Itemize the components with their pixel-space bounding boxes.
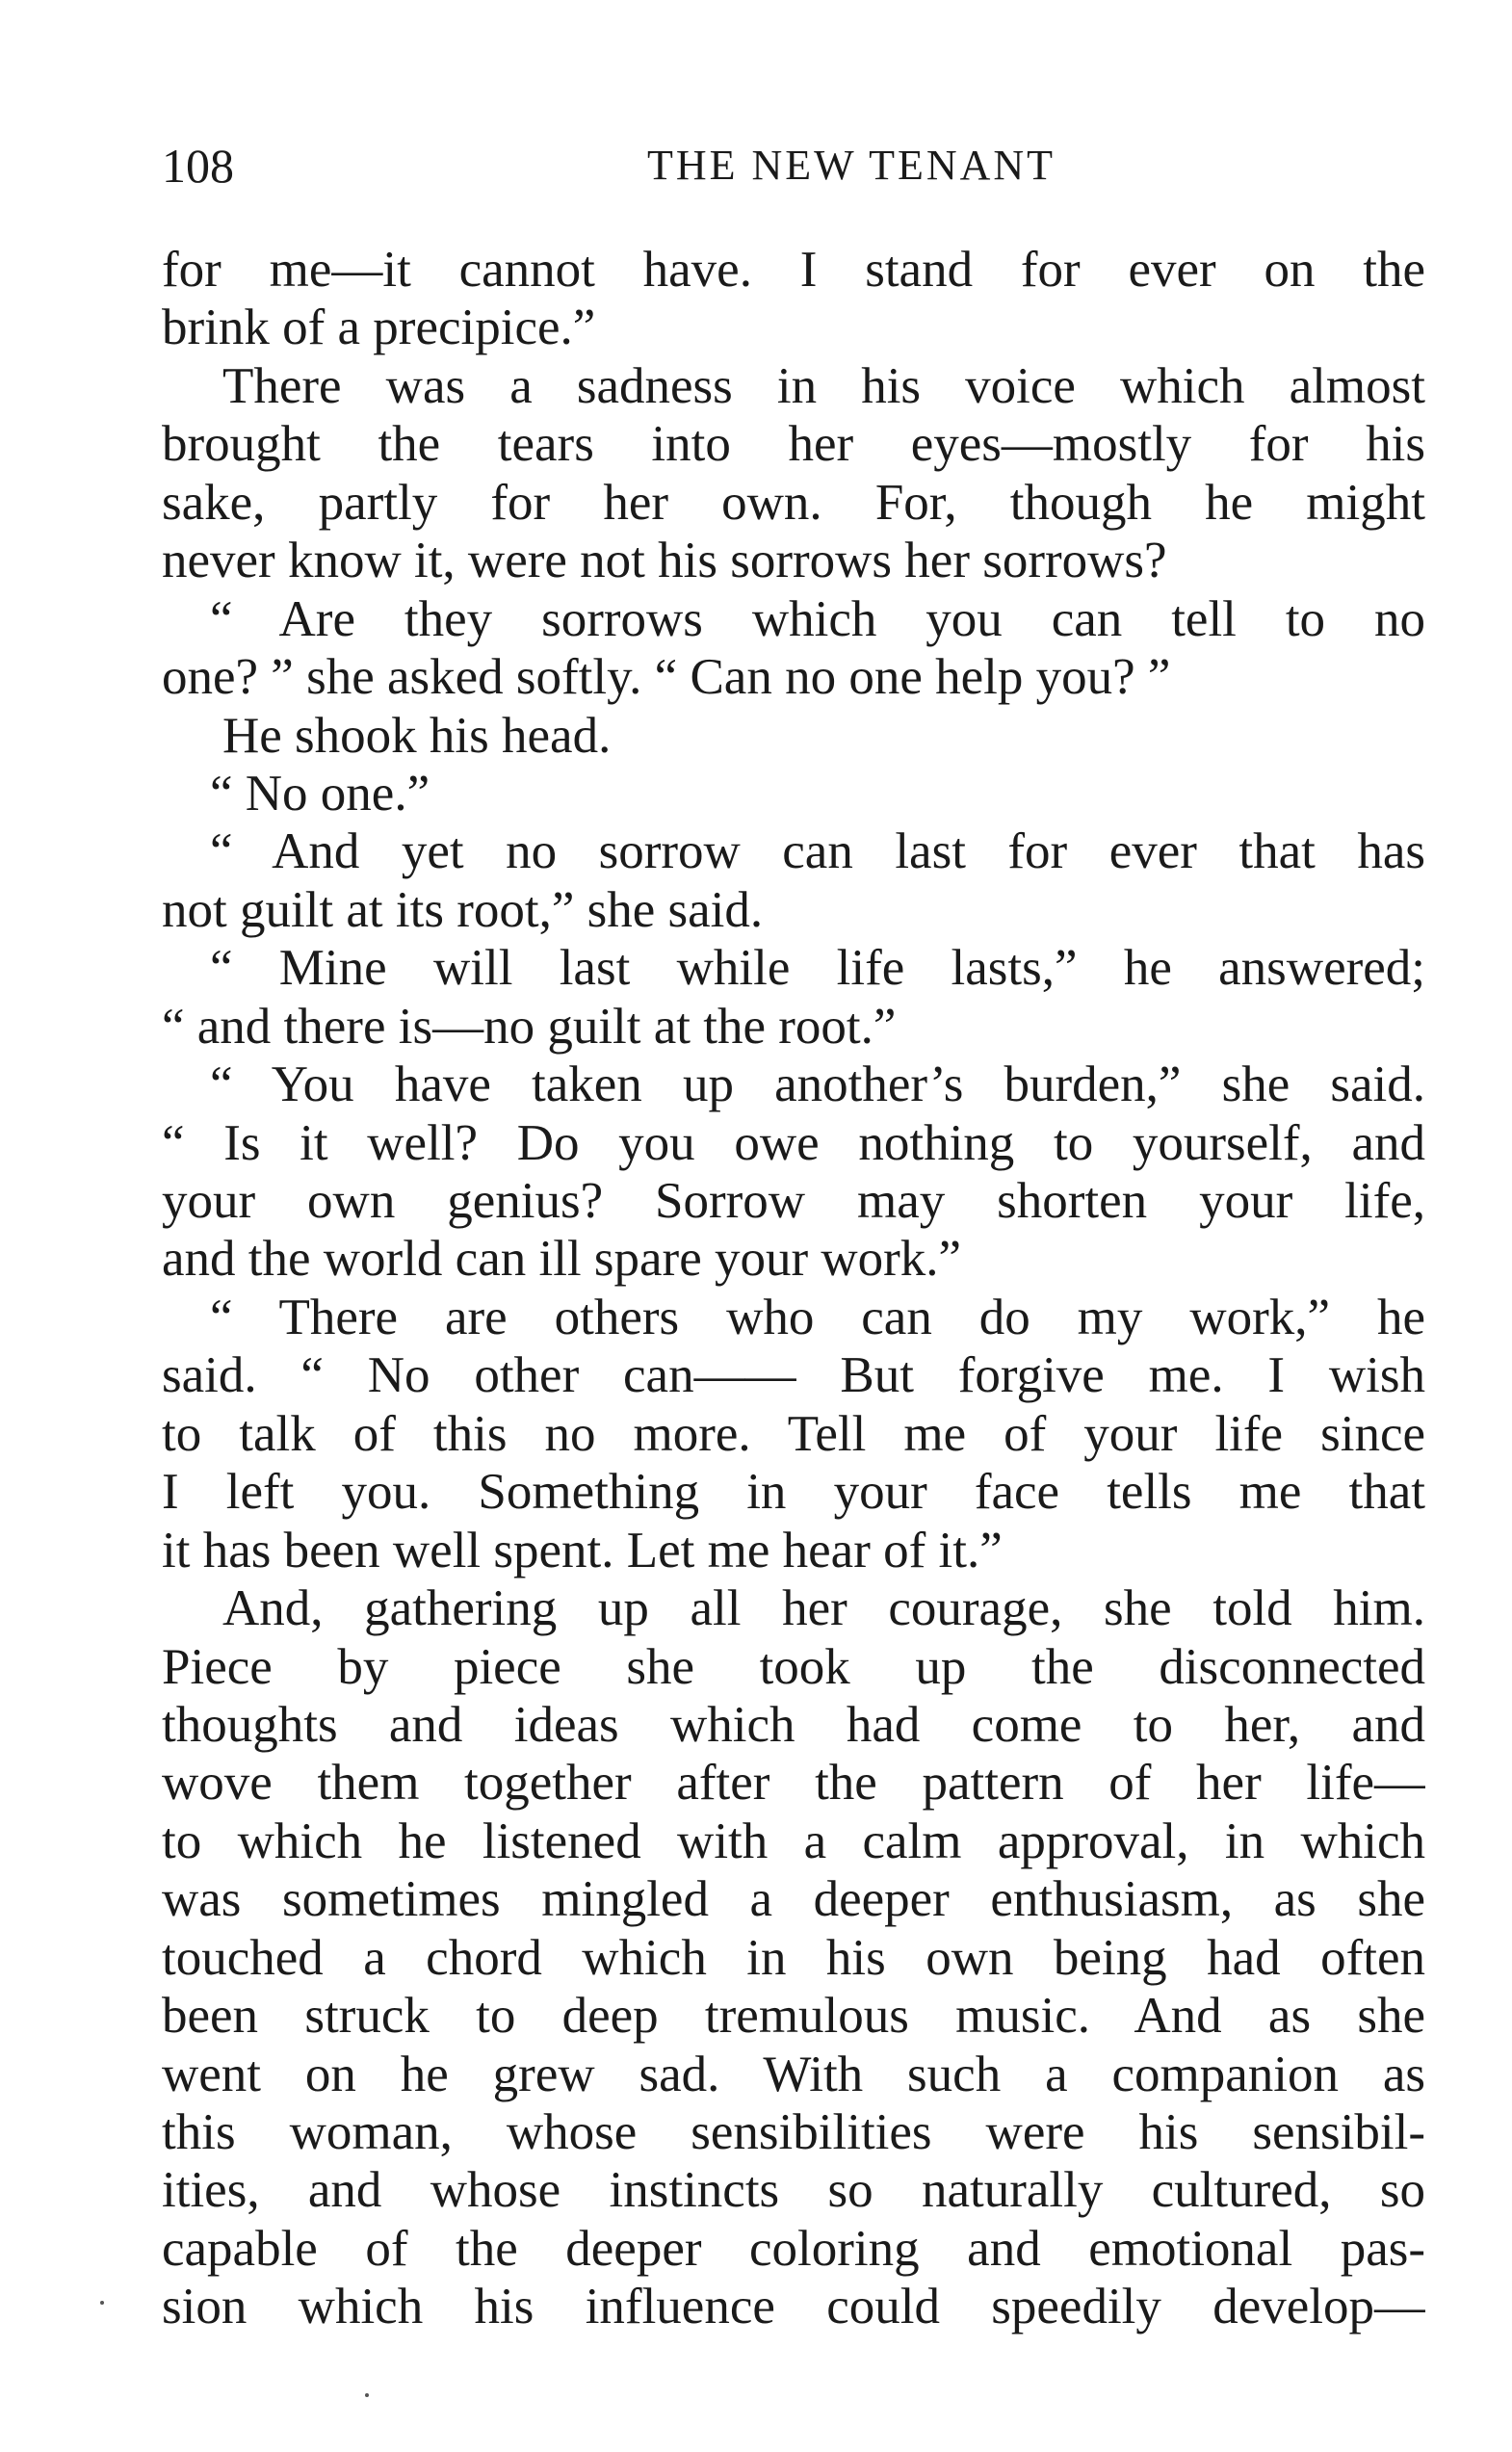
text-line: sake, partly for her own. For, though he might	[162, 474, 1425, 531]
text-line: “ There are others who can do my work,” he	[210, 1289, 1425, 1345]
text-line: thoughts and ideas which had come to her, and	[162, 1696, 1425, 1753]
running-title: THE NEW TENANT	[646, 142, 1056, 189]
text-line: never know it, were not his sorrows her sorrows?	[162, 533, 1167, 589]
text-line: “ Are they sorrows which you can tell to no	[210, 590, 1425, 647]
text-line: touched a chord which in his own being had often	[162, 1929, 1425, 1986]
text-line: “ and there is—no guilt at the root.”	[162, 998, 897, 1055]
text-line: ities, and whose instincts so naturally cultured, so	[162, 2162, 1425, 2219]
text-line: Piece by piece she took up the disconnected	[162, 1638, 1425, 1695]
text-line: sion which his influence could speedily develop—	[162, 2279, 1425, 2335]
print-speck	[100, 2301, 104, 2305]
text-line: I left you. Something in your face tells me that	[162, 1464, 1425, 1521]
text-line: There was a sadness in his voice which almost	[222, 357, 1425, 414]
text-line: “ Mine will last while life lasts,” he answered;	[210, 940, 1425, 997]
text-line: your own genius? Sorrow may shorten your life,	[162, 1173, 1425, 1229]
page-header	[162, 135, 1425, 196]
text-line: “ No one.”	[210, 765, 430, 822]
text-line: “ You have taken up another’s burden,” she said.	[210, 1056, 1425, 1113]
text-line: wove them together after the pattern of her life—	[162, 1755, 1425, 1812]
text-line: and the world can ill spare your work.”	[162, 1231, 962, 1288]
body-text	[162, 241, 1425, 2336]
text-line: one? ” she asked softly. “ Can no one help you? ”	[162, 649, 1171, 706]
text-line: And, gathering up all her courage, she told him.	[222, 1580, 1425, 1637]
text-line: was sometimes mingled a deeper enthusiasm, as she	[162, 1871, 1425, 1928]
text-line: to talk of this no more. Tell me of your life since	[162, 1405, 1425, 1462]
print-speck	[365, 2393, 369, 2397]
text-line: brink of a precipice.”	[162, 300, 596, 356]
text-line: this woman, whose sensibilities were his sensibil-	[162, 2104, 1425, 2160]
text-line: it has been well spent. Let me hear of it.”	[162, 1522, 1003, 1578]
text-line: been struck to deep tremulous music. And as she	[162, 1988, 1425, 2045]
text-line: for me—it cannot have. I stand for ever on the	[162, 242, 1425, 298]
text-line: “ And yet no sorrow can last for ever that has	[210, 823, 1425, 880]
text-line: brought the tears into her eyes—mostly for his	[162, 416, 1425, 473]
text-line: to which he listened with a calm approval, in which	[162, 1813, 1425, 1869]
text-line: capable of the deeper coloring and emotional pas-	[162, 2220, 1425, 2277]
text-line: “ Is it well? Do you owe nothing to yourself, and	[162, 1114, 1425, 1171]
text-line: went on he grew sad. With such a companion as	[162, 2046, 1425, 2102]
text-line: He shook his head.	[222, 707, 612, 764]
page-number: 108	[162, 139, 234, 193]
text-line: said. “ No other can—— But forgive me. I wish	[162, 1347, 1425, 1404]
text-line: not guilt at its root,” she said.	[162, 881, 764, 938]
